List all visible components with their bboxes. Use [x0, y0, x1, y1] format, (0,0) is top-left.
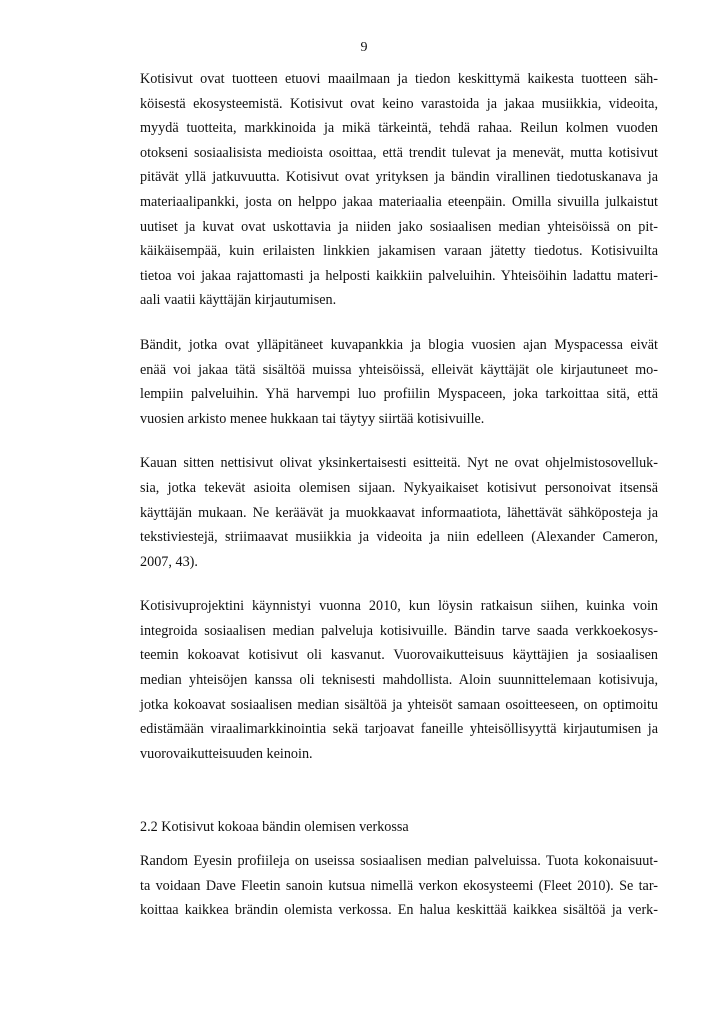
text-line: aali vaatii käyttäjän kirjautumisen.	[140, 292, 337, 309]
text-line: vuosien arkisto menee hukkaan tai täytyy siirtää kotisivuille.	[140, 410, 485, 427]
text-line: käikäisempää, kuin erilaisten linkkien jakamisen varaan jätetty tiedotus. Kotisivuilta	[140, 243, 658, 260]
text-line: pitävät yllä jatkuvuutta. Kotisivut ovat yrityksen ja bändin virallinen tiedotuskanava ja	[140, 169, 658, 186]
paragraph-3	[140, 451, 658, 574]
text-line: käyttäjän mukaan. Ne keräävät ja muokkaavat informaatiota, lähettävät sähköposteja ja	[140, 504, 658, 521]
text-line: edistämään viraalimarkkinointia sekä tarjoavat faneille yhteisöllisyyttä kirjautumisen ja	[140, 721, 658, 738]
page-number: 9	[360, 40, 368, 55]
text-line: materiaalipankki, josta on helppo jakaa materiaalia eteenpäin. Omilla sivuilla julkaistut	[140, 193, 658, 210]
text-line: ta voidaan Dave Fleetin sanoin kutsua nimellä verkon ekosysteemi (Fleet 2010). Se tar-	[140, 877, 658, 894]
text-line: sia, jotka tekevät asioita olemisen sijaan. Nykyaikaiset kotisivut personoivat itsensä	[140, 479, 658, 496]
text-line: enää voi jakaa tätä sisältöä muissa yhteisöissä, elleivät käyttäjät ole kirjautuneet mo-	[140, 361, 658, 378]
text-line: tietoa voi jakaa rajattomasti ja helposti kaikkiin palveluihin. Yhteisöihin ladattu materi-	[140, 267, 658, 284]
text-line: vuorovaikutteisuuden keinoin.	[140, 745, 313, 762]
text-line: Random Eyesin profiileja on useissa sosiaalisen median palveluissa. Tuota kokonaisuut-	[140, 853, 658, 869]
text-line: Kauan sitten nettisivut olivat yksinkertaisesti esitteitä. Nyt ne ovat ohjelmistosovelluk-	[140, 455, 658, 472]
text-line: Bändit, jotka ovat ylläpitäneet kuvapankkia ja blogia vuosien ajan Myspacessa eivät	[140, 336, 658, 353]
text-line: Kotisivuprojektini käynnistyi vuonna 2010, kun löysin ratkaisun siihen, kuinka voin	[140, 598, 658, 615]
text-line: lempiin palveluihin. Yhä harvempi luo profiilin Myspaceen, joka tarkoittaa sitä, että	[140, 386, 658, 403]
text-line: teemin kokoavat kotisivut oli kasvanut. Vuorovaikutteisuus käyttäjien ja sosiaalisen	[140, 647, 658, 664]
section-heading: 2.2 Kotisivut kokoaa bändin olemisen verkossa	[140, 819, 409, 835]
text-line: otokseni sosiaalisista medioista osoittaa, että trendit tulevat ja menevät, mutta kotisivut	[140, 144, 658, 161]
text-line: koittaa kaikkea brändin olemista verkossa. En halua keskittää kaikkea sisältöä ja verk-	[140, 902, 658, 919]
text-line: median yhteisöjen kanssa oli teknisesti mahdollista. Aloin suunnittelemaan kotisivuja,	[140, 672, 658, 689]
text-line: köisestä ekosysteemistä. Kotisivut ovat keino varastoida ja jakaa musiikkia, videoita,	[140, 95, 658, 112]
text-line: jotka kokoavat sosiaalisen median sisältöä ja yhteisöt samaan osoitteeseen, on optimoitu	[140, 696, 658, 713]
paragraph-1	[140, 67, 658, 313]
section-body	[140, 849, 658, 943]
text-line: myydä tuotteita, markkinoida ja mikä tärkeintä, tehdä rahaa. Reilun kolmen vuoden	[140, 120, 658, 137]
text-line: uutiset ja kuvat ovat uskottavia ja niiden jako sosiaalisen median yhteisöissä on pit-	[140, 218, 658, 235]
text-line: integroida sosiaalisen median palveluja kotisivuille. Bändin tarve saada verkkoekosys-	[140, 622, 658, 639]
text-line: tekstiviestejä, striimaavat musiikkia ja videoita ja niin edelleen (Alexander Cameron,	[140, 529, 658, 546]
document-body	[140, 67, 658, 786]
text-line: Kotisivut ovat tuotteen etuovi maailmaan ja tiedon keskittymä kaikesta tuotteen säh-	[140, 71, 658, 87]
text-line: 2007, 43).	[140, 553, 198, 570]
paragraph-5	[140, 849, 658, 923]
paragraph-4	[140, 594, 658, 766]
paragraph-2	[140, 333, 658, 431]
